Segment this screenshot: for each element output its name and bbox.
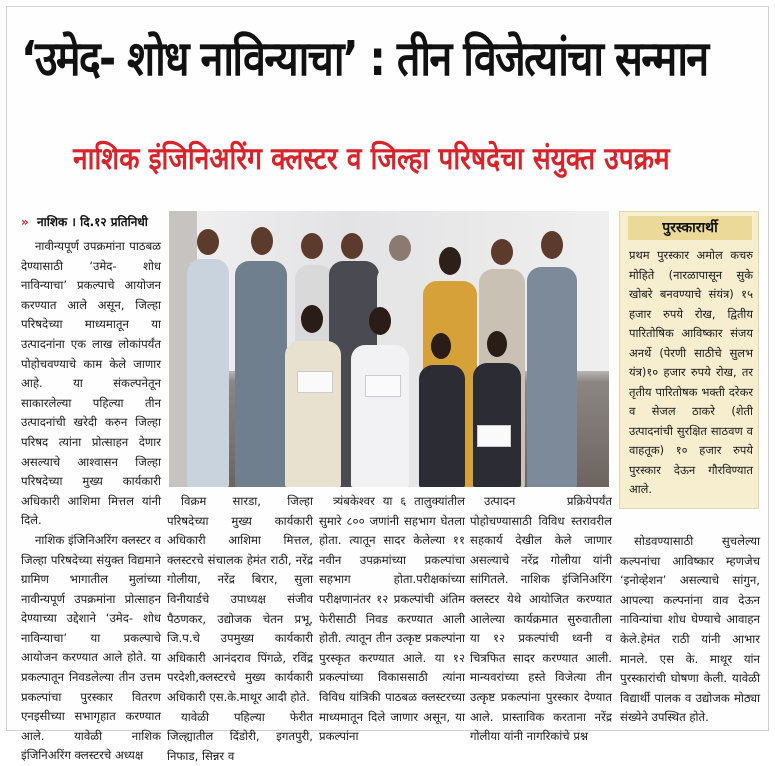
person-head <box>389 235 411 261</box>
person-head <box>301 233 323 259</box>
student-figure <box>351 345 409 487</box>
person-head <box>197 229 219 255</box>
newspaper-clipping <box>6 6 769 763</box>
awardees-box <box>619 211 759 509</box>
paragraph: नाशिक इंजिनिअरिंग क्लस्टर व जिल्हा परिषदेच्या संयुक्त विद्यमाने ग्रामिण भागातील मुलांच्या नावीन्यपूर्ण उपक्रमांना प्रोत्साहन देण्याच्या उद्देशाने ‘उमेद- शोध नाविन्याचा’ या प्रकल्पाचे आयोजन करण्यात आले होते. या प्रकल्पातून निवडलेल्या तीन उत्तम प्रकल्पांचा पुरस्कार वितरण एनइसीच्या सभागृहात करण्यात आले. यावेळी नाशिक इंजिनिअरिंग क्लस्टरचे अध्यक्ष <box>21 532 161 763</box>
person-head <box>301 305 323 333</box>
person-figure <box>235 261 287 487</box>
person-head <box>487 331 507 357</box>
certificate-card <box>477 425 511 447</box>
article-column-3 <box>319 492 465 747</box>
paragraph: सोडवण्यासाठी सुचलेल्या कल्पनांचा आविष्कार म्हणजेच ‘इनोव्हेशन’ असल्याचे सांगुन, आपल्या कल्पनांना वाव देऊन नाविन्यांचा शोध घेण्याचे आवाहन केले.हेमंत राठी यांनी आभार मानले. एस के. माथूर यांन पुरस्कारांची घोषणा केली. यावेळी विद्यार्थी पालक व उद्योजक मोठ्या संख्येने उपस्थित होते. <box>620 534 760 725</box>
person-figure <box>527 267 577 487</box>
person-head <box>439 247 461 275</box>
certificate-card <box>365 375 401 397</box>
headline: ‘उमेद- शोध नाविन्याचा’ : तीन विजेत्यांचा सन्मान <box>21 31 708 87</box>
person-head <box>369 307 391 335</box>
student-figure <box>419 365 465 487</box>
double-chevron-icon: » <box>21 215 29 229</box>
dateline-text: नाशिक । दि.१२ प्रतिनिधी <box>36 215 148 229</box>
person-head <box>541 231 563 259</box>
award-ceremony-photo <box>169 211 609 487</box>
article-column-4 <box>470 492 612 747</box>
subheadline: नाशिक इंजिनिअरिंग क्लस्टर व जिल्हा परिषदेचा संयुक्त उपक्रम <box>73 141 670 177</box>
person-head <box>341 233 363 259</box>
person-head <box>251 227 273 255</box>
article-column-1 <box>21 237 161 766</box>
person-figure <box>187 259 229 487</box>
article-column-5 <box>620 532 760 728</box>
paragraph: विक्रम सारडा, जिल्हा परिषदेच्या मुख्य कार्यकारी अधिकारी आशिमा मित्तल, क्लस्टरचे संचालक हेमंत राठी, नरेंद्र गोलीया, नरेंद्र बिरार, सुला विनीयार्डचे उपाध्यक्ष संजीव पैठणकर, उद्योजक चेतन प्रभू, जि.प.चे उपमुख्य कार्यकारी अधिकारी आनंदराव पिंगळे, रविंद्र परदेशी,क्लस्टरचे मुख्य कार्यकारी अधिकारी एस.के.माथूर आदी होते. <box>167 494 313 704</box>
paragraph: उत्पादन प्रक्रियेपर्यंत पोहोचण्यासाठी विविध स्तरावरील सहकार्य देखील केले जाणार असल्याचे नरेंद्र गोलीया यांनी सांगितले. नाशिक इंजिनिअरिंग क्लस्टर येथे आयोजित करण्यात आलेल्या कार्यक्रमात सुरुवातीला या १२ प्रकल्पांची ध्वनी व चित्रफित सादर करण्यात आली. मान्यवरांच्या हस्ते विजेत्या तीन उत्कृष्ट प्रकल्पांना पुरस्कार देण्यात आले. प्रास्ताविक करताना नरेंद्र गोलीया यांनी नागरिकांचे प्रश्न <box>470 494 612 744</box>
awardees-title: पुरस्कारार्थी <box>628 216 752 240</box>
person-head <box>431 333 451 359</box>
awardees-text: प्रथम पुरस्कार अमोल कचरु मोहिते (नारळापासून सुके खोबरे बनवण्याचे संयंत्र) १५ हजार रुपये रोख, द्वितीय पारितोषिक आविष्कार संजय अनर्थे (पेरणी साठीचे सुलभ यंत्र)१० हजार रुपये रोख, तर तृतीय पारितोषक भक्ती दरेकर व सेजल ठाकरे (शेती उत्पादनांची सुरक्षित साठवण व वाहतूक) १० हजार रुपये पुरस्कार देऊन गौरविण्यात आले. <box>629 248 753 496</box>
dateline <box>21 213 148 230</box>
paragraph: यावेळी पहिल्या फेरीत जिल्ह्यातील दिंडोरी, इगतपुरी, निफाड, सिन्नर व <box>167 709 313 763</box>
paragraph: त्र्यंबकेश्वर या ६ तालुक्यांतील सुमारे ८०० जणांनी सहभाग घेतला होता. त्यातून सादर केलेल्या ११ नवीन उपक्रमांच्या प्रकल्पांचा सहभाग होता.परीक्षकांच्या परीक्षणानंतर १२ प्रकल्पांची अंतिम फेरीसाठी निवड करण्यात आली होती. त्यातून तीन उत्कृष्ट प्रकल्पांना पुरस्कृत करण्यात आले. या १२ प्रकल्पांच्या विकाससाठी त्यांना विविध यांत्रिकी पाठबळ क्लस्टरच्या माध्यमातून दिले जाणार असून, या प्रकल्पांना <box>319 494 465 744</box>
article-column-2 <box>167 492 313 766</box>
paragraph: नावीन्यपूर्ण उपक्रमांना पाठबळ देण्यासाठी ‘उमेद- शोध नाविन्याचा’ प्रकल्पाचे आयोजन करण्यात आले असून, जिल्हा परिषदेच्या माध्यमातून या उत्पादनांना एक लाख लोकांपर्यंत पोहोचवण्याचे काम केले जाणार आहे. या संकल्पनेतून साकारलेल्या पहिल्या तीन उत्पादनांची खरेदी करुन जिल्हा परिषद त्यांना प्रोत्साहन देणार असल्याचे आश्वासन जिल्हा परिषदेच्या मुख्य कार्यकारी अधिकारी आशिमा मित्तल यांनी दिले. <box>21 239 161 528</box>
certificate-card <box>297 371 333 393</box>
person-head <box>491 239 513 265</box>
student-figure <box>285 341 341 487</box>
